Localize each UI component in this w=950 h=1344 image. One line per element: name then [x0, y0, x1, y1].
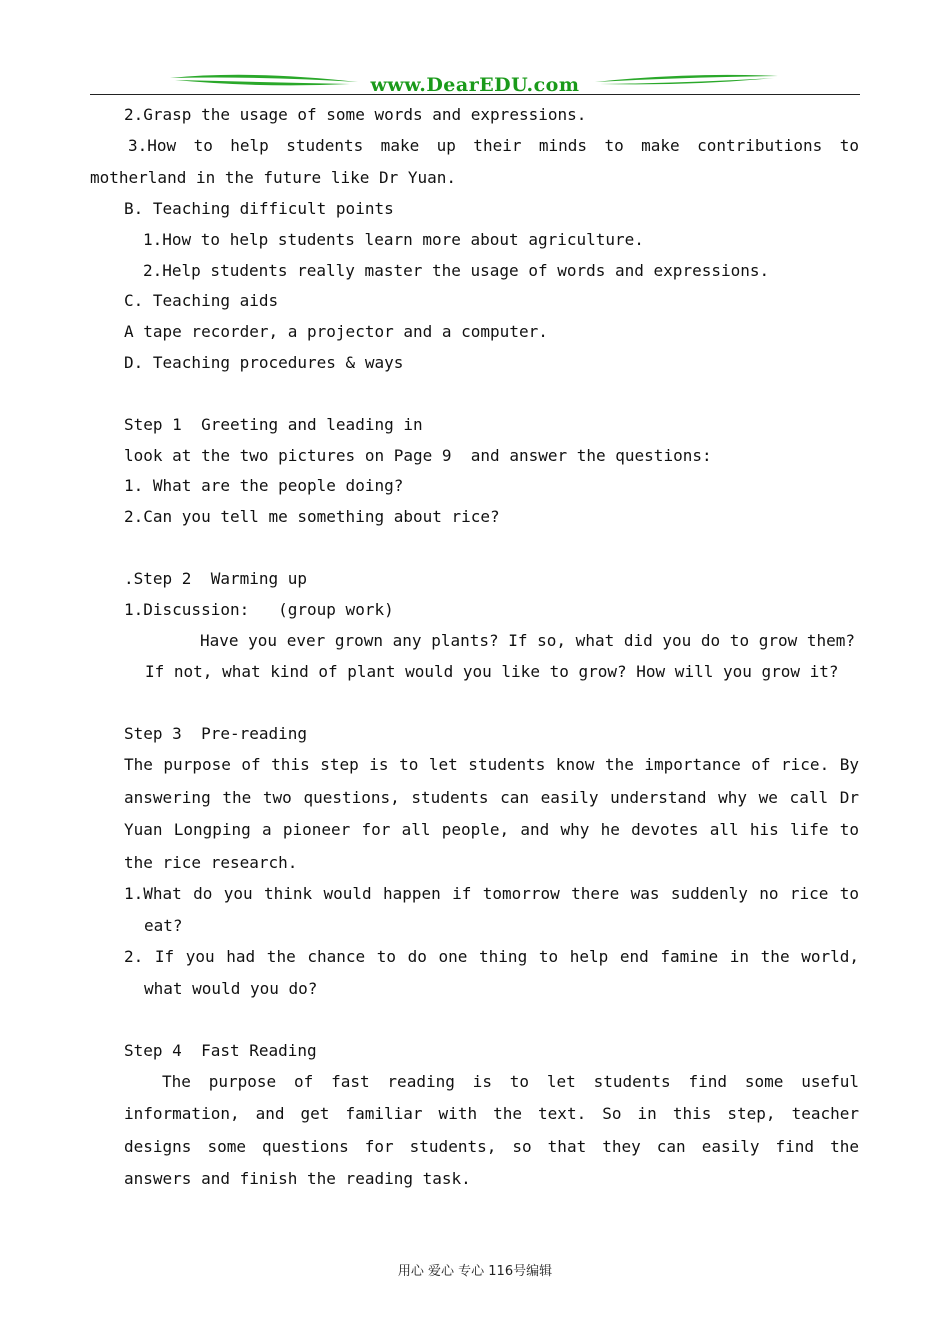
- text-line: eat?: [144, 916, 183, 935]
- text-line: 1.Discussion: (group work): [124, 600, 394, 619]
- text-line: If not, what kind of plant would you like to grow? How will you grow it?: [145, 662, 839, 681]
- text-line: the rice research.: [124, 853, 298, 872]
- text-line: 1. What are the people doing?: [124, 476, 404, 495]
- site-logo: www.DearEDU.com: [370, 74, 580, 96]
- text-line: answering the two questions, students can easily understand why we call Dr: [124, 788, 859, 807]
- text-line: what would you do?: [144, 979, 318, 998]
- text-line: 2.Grasp the usage of some words and expressions.: [124, 105, 587, 124]
- page-footer: 用心 爱心 专心 116号编辑: [397, 1264, 553, 1279]
- text-line: 2.Help students really master the usage of words and expressions.: [143, 261, 770, 280]
- text-line: 2. If you had the chance to do one thing to help end famine in the world,: [124, 947, 859, 966]
- text-line: 1.What do you think would happen if tomorrow there was suddenly no rice to: [124, 884, 859, 903]
- text-line: 3.How to help students make up their minds to make contributions to: [128, 136, 859, 155]
- step-heading: Step 1 Greeting and leading in: [124, 415, 423, 434]
- section-heading: C. Teaching aids: [124, 291, 279, 310]
- text-line: information, and get familiar with the text. So in this step, teacher: [124, 1104, 859, 1123]
- header-rule: [90, 94, 860, 95]
- text-line: 1.How to help students learn more about agriculture.: [143, 230, 644, 249]
- text-line: Have you ever grown any plants? If so, what did you do to grow them?: [200, 631, 856, 650]
- text-line: motherland in the future like Dr Yuan.: [90, 168, 457, 187]
- text-line: look at the two pictures on Page 9 and answer the questions:: [124, 446, 712, 465]
- text-line: The purpose of this step is to let students know the importance of rice. By: [124, 755, 859, 774]
- text-line: designs some questions for students, so that they can easily find the: [124, 1137, 859, 1156]
- step-heading: Step 4 Fast Reading: [124, 1041, 317, 1060]
- section-heading: B. Teaching difficult points: [124, 199, 394, 218]
- text-line: 2.Can you tell me something about rice?: [124, 507, 500, 526]
- text-line: answers and finish the reading task.: [124, 1169, 471, 1188]
- step-heading: .Step 2 Warming up: [124, 569, 308, 588]
- text-line: A tape recorder, a projector and a computer.: [124, 322, 548, 341]
- step-heading: Step 3 Pre-reading: [124, 724, 308, 743]
- text-line: The purpose of fast reading is to let students find some useful: [162, 1072, 859, 1091]
- section-heading: D. Teaching procedures & ways: [124, 353, 404, 372]
- text-line: Yuan Longping a pioneer for all people, and why he devotes all his life to: [124, 820, 859, 839]
